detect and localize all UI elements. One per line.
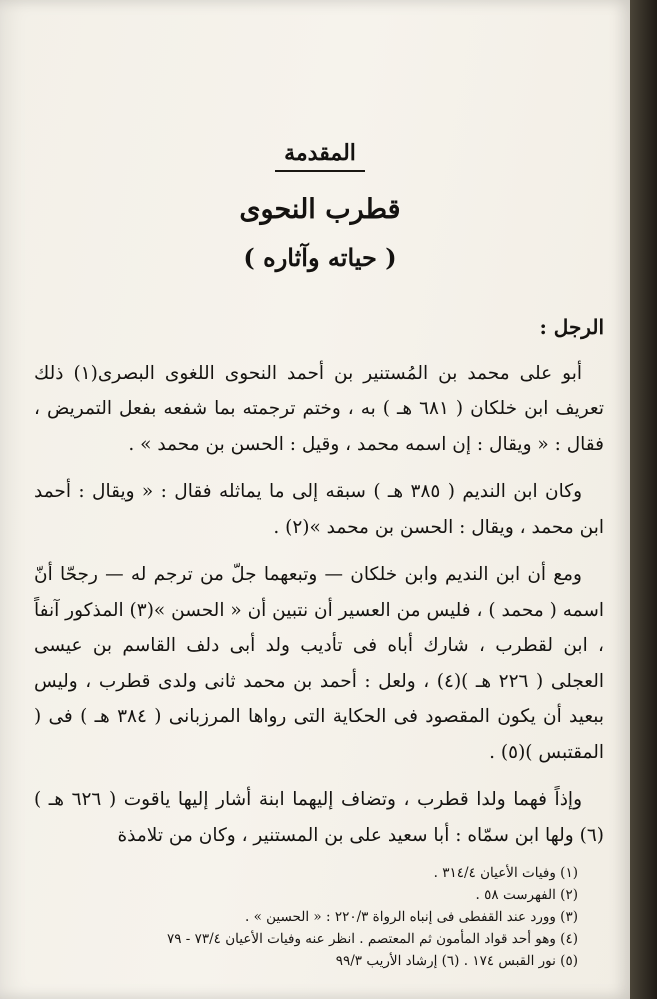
book-title: قطرب النحوى (239, 194, 401, 225)
footnotes (40, 862, 600, 972)
book-subtitle: ( حياته وآثاره ) (243, 243, 397, 272)
paragraph: أبو على محمد بن المُستنير بن أحمد النحوى اللغوى البصرى(١) ذلك تعريف ابن خلكان ( ٦٨١ هـ ) به ، وختم ترجمته بما شفعه بفعل التمريض ، فقال : « ويقال : إن اسمه محمد ، وقيل : الحسن بن محمد » . (34, 362, 604, 455)
footnote: (٤) وهو أحد قواد المأمون ثم المعتصم . انظر عنه وفيات الأعيان ٧٣/٤ - ٧٩ (166, 931, 578, 947)
title-block (60, 140, 580, 272)
footnote: (٣) وورد عند القفطى فى إنباه الرواة ٢٢٠/٣ : « الحسين » . (245, 909, 578, 925)
paragraph: ومع أن ابن النديم وابن خلكان — وتبعهما جلّ من ترجم له — رجحّا أنّ اسمه ( محمد ) ، فليس من العسير أن نتبين أن « الحسن »(٣) المذكور آنفاً ، ابن لقطرب ، شارك أباه فى تأديب ولد أبى دلف القاسم بن عيسى العجلى ( ٢٢٦ هـ )(٤) ، ولعل : أحمد بن محمد ثانى ولدى قطرب ، وليس ببعيد أن يكون المقصود فى الحكاية التى رواها المرزبانى ( ٣٨٤ هـ ) فى ( المقتبس )(٥) . (34, 564, 605, 763)
footnote: (٢) الفهرست ٥٨ . (475, 887, 578, 903)
footnote: (١) وفيات الأعيان ٣١٤/٤ . (433, 865, 578, 881)
intro-heading: المقدمة (284, 140, 356, 166)
paragraph: وكان ابن النديم ( ٣٨٥ هـ ) سبقه إلى ما يماثله فقال : « ويقال : أحمد ابن محمد ، ويقال : الحسن بن محمد »(٢) . (34, 481, 604, 538)
main-text (34, 310, 604, 865)
heading-underline (275, 170, 365, 172)
paragraph: وإذاً فهما ولدا قطرب ، وتضاف إليهما ابنة أشار إليها ياقوت ( ٦٢٦ هـ )(٦) ولها ابن سمّاه : أبا سعيد على بن المستنير ، وكان من تلامذة (34, 789, 604, 846)
section-heading: الرجل : (539, 315, 604, 339)
book-edge (630, 0, 657, 999)
footnote: (٥) نور القبس ١٧٤ . (٦) إرشاد الأريب ٩٩/٣ (335, 953, 578, 969)
